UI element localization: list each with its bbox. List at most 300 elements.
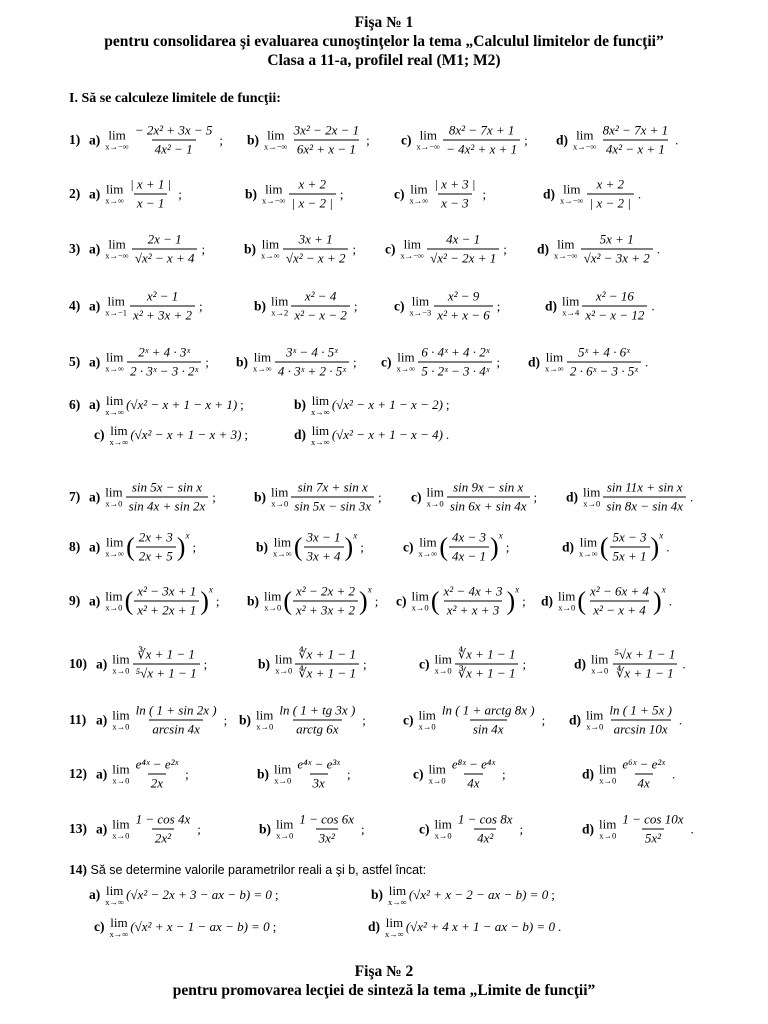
denominator: x² − x − 12 xyxy=(582,306,647,323)
exercise-number: 4) xyxy=(69,298,81,313)
limit-word: lim xyxy=(105,882,124,898)
limit-operator xyxy=(105,183,124,206)
limit-expression: (√x² − x + 1 − x + 3) xyxy=(130,427,242,442)
fraction xyxy=(427,233,499,266)
fraction xyxy=(431,178,478,211)
punctuation: ; xyxy=(201,241,206,256)
limit-operator xyxy=(256,709,273,732)
exercise-item xyxy=(403,704,545,737)
exercise-item xyxy=(96,813,201,846)
fraction xyxy=(606,704,675,737)
limit-word: lim xyxy=(274,761,292,777)
punctuation: ; xyxy=(178,186,182,201)
fraction xyxy=(434,290,492,323)
limit-word: lim xyxy=(267,127,285,143)
punctuation: ; xyxy=(185,766,189,781)
exercise-item xyxy=(257,758,351,791)
item-label: d) xyxy=(545,298,558,313)
limit-word: lim xyxy=(586,707,604,723)
fraction xyxy=(587,585,652,618)
limit-word: lim xyxy=(428,761,446,777)
exercise-item xyxy=(89,585,220,618)
limit-operator xyxy=(586,709,603,732)
limit-expression: (√x² − x + 1 − x − 4) xyxy=(331,427,443,442)
limit-word: lim xyxy=(105,534,124,550)
numerator: 5x + 1 xyxy=(599,231,634,247)
limit-word: lim xyxy=(265,181,283,197)
fraction xyxy=(276,704,358,737)
limit-word: lim xyxy=(112,651,130,667)
open-paren: ( xyxy=(293,532,303,561)
fraction xyxy=(447,481,530,514)
limit-word: lim xyxy=(557,236,575,252)
numerator: 3ˣ − 4 · 5ˣ xyxy=(285,344,338,360)
denominator: | x − 2 | xyxy=(587,194,634,211)
open-paren: ( xyxy=(599,532,609,561)
limit-subscript: x→0 xyxy=(434,665,452,676)
fraction xyxy=(600,124,671,157)
numerator: 1 − cos 6x xyxy=(299,811,354,827)
limit-subscript: x→∞ xyxy=(105,195,125,206)
item-label: b) xyxy=(254,489,267,504)
numerator: 2x − 1 xyxy=(147,231,182,247)
exercise-number: 11) xyxy=(69,712,87,727)
limit-subscript: x→0 xyxy=(112,775,130,786)
limit-operator xyxy=(545,351,564,374)
limit-operator xyxy=(253,351,272,374)
fraction xyxy=(587,178,634,211)
fraction xyxy=(127,178,174,211)
limit-operator xyxy=(554,238,578,261)
limit-subscript: x→−∞ xyxy=(262,195,286,206)
denominator: | x − 2 | xyxy=(289,194,336,211)
denominator: √x² − x + 4 xyxy=(132,249,198,266)
exercise-item xyxy=(385,233,507,266)
denominator: 3x² xyxy=(316,829,338,846)
fraction xyxy=(130,290,195,323)
denominator: x² + 3x + 2 xyxy=(293,601,358,618)
punctuation: ; xyxy=(503,241,507,256)
punctuation: ; xyxy=(366,132,370,147)
item-label: d) xyxy=(543,186,556,201)
punctuation: ; xyxy=(445,397,450,412)
limit-word: lim xyxy=(434,651,452,667)
exercise-item xyxy=(582,813,694,846)
exercise-item xyxy=(245,178,343,211)
denominator: arcsin 4x xyxy=(149,720,203,737)
punctuation: . xyxy=(445,427,450,442)
item-label: b) xyxy=(247,132,260,147)
exercise-item xyxy=(566,481,693,514)
exercise-item xyxy=(259,813,365,846)
exponent: x xyxy=(208,584,213,595)
item-label: d) xyxy=(582,766,595,781)
fraction xyxy=(291,481,374,514)
exercise-row xyxy=(0,420,768,450)
limit-word: lim xyxy=(388,882,407,898)
limit-subscript: x→4 xyxy=(562,307,580,318)
exercise-item xyxy=(537,233,660,266)
exercise-item xyxy=(96,704,227,737)
fraction xyxy=(455,648,519,681)
item-label: d) xyxy=(582,821,595,836)
exercise-item xyxy=(89,346,209,379)
exercise-number: 2) xyxy=(69,186,81,201)
exercise-item xyxy=(582,758,675,791)
numerator: ∛x + 1 − 1 xyxy=(137,646,195,662)
exercise-item xyxy=(562,531,669,564)
limit-word: lim xyxy=(105,588,123,604)
exercise-number: 3) xyxy=(69,241,81,256)
fraction xyxy=(449,758,498,791)
numerator: 4x − 3 xyxy=(451,529,487,545)
limit-word: lim xyxy=(271,293,289,309)
limit-operator xyxy=(401,238,425,261)
limit-expression: (√x² + x − 2 − ax − b) = 0 xyxy=(408,887,549,902)
punctuation: ; xyxy=(362,712,366,727)
numerator: ln ( 1 + sin 2x ) xyxy=(135,702,217,718)
numerator: x² − 16 xyxy=(595,288,634,304)
punctuation: ; xyxy=(197,821,201,836)
item-label: d) xyxy=(541,593,554,608)
problem-14-text xyxy=(69,862,426,878)
numerator: e⁸ˣ − e⁴ˣ xyxy=(451,756,496,772)
limit-subscript: x→∞ xyxy=(388,896,407,907)
fraction xyxy=(291,124,362,157)
limit-subscript: x→∞ xyxy=(105,896,125,907)
punctuation: ; xyxy=(522,593,526,608)
punctuation: . xyxy=(690,821,694,836)
item-label: b) xyxy=(371,887,384,902)
exercise-item xyxy=(419,648,526,681)
fraction xyxy=(603,481,686,514)
limit-word: lim xyxy=(563,181,581,197)
exercise-item xyxy=(541,585,672,618)
item-label: a) xyxy=(96,821,108,836)
limit-subscript: x→∞ xyxy=(253,363,272,374)
limit-operator xyxy=(435,818,452,841)
exercise-item xyxy=(419,813,523,846)
exercise-item xyxy=(294,394,450,417)
exercise-item xyxy=(543,178,641,211)
fraction xyxy=(133,648,200,681)
exponent: x xyxy=(353,530,358,541)
limit-word: lim xyxy=(105,484,123,500)
problem-14-number: 14) xyxy=(69,862,87,877)
limit-operator xyxy=(311,394,330,417)
denominator: 4x² − 1 xyxy=(152,140,196,157)
numerator: | x + 1 | xyxy=(130,176,172,192)
limit-operator xyxy=(276,818,293,841)
limit-subscript: x→2 xyxy=(271,307,289,318)
denominator: x² − x − 2 xyxy=(291,306,349,323)
limit-subscript: x→∞ xyxy=(105,363,125,374)
exercise-item xyxy=(89,481,216,514)
item-label: b) xyxy=(245,186,258,201)
sheet-subtitle: pentru consolidarea şi evaluarea cunoştinţelor la tema „Calculul limitelor de funcţii” xyxy=(104,33,664,50)
limit-word: lim xyxy=(545,349,564,365)
item-label: c) xyxy=(394,298,405,313)
limit-operator xyxy=(273,536,292,559)
limit-operator xyxy=(429,763,446,786)
limit-subscript: x→0 xyxy=(426,498,444,509)
exercise-row xyxy=(0,751,768,797)
item-label: a) xyxy=(89,354,101,369)
fraction xyxy=(443,124,520,157)
limit-word: lim xyxy=(562,293,580,309)
punctuation: . xyxy=(668,593,672,608)
limit-operator xyxy=(591,653,608,676)
denominator: sin 4x xyxy=(470,720,507,737)
denominator: 2x xyxy=(148,774,166,791)
exponent: x xyxy=(367,584,372,595)
close-paren: ) xyxy=(176,532,186,561)
punctuation: ; xyxy=(496,298,501,313)
numerator: 3x + 1 xyxy=(298,231,333,247)
problem-14-statement: Să se determine valorile parametrilor reali a şi b, astfel încat: xyxy=(90,863,427,877)
limit-subscript: x→0 xyxy=(418,721,436,732)
item-label: d) xyxy=(294,427,307,442)
limit-subscript: x→0 xyxy=(274,775,292,786)
fraction xyxy=(127,346,201,379)
item-label: d) xyxy=(566,489,579,504)
exercise-row xyxy=(0,578,768,624)
numerator: 1 − cos 4x xyxy=(135,811,191,827)
item-label: a) xyxy=(89,186,101,201)
limit-operator xyxy=(262,183,286,206)
exercise-item xyxy=(411,481,537,514)
limit-subscript: x→∞ xyxy=(396,363,416,374)
limit-expression: (√x² + x − 1 − ax − b) = 0 xyxy=(130,919,270,934)
limit-word: lim xyxy=(599,816,617,832)
limit-expression: (√x² − x + 1 − x + 1) xyxy=(126,397,238,412)
item-label: a) xyxy=(89,593,101,608)
limit-subscript: x→∞ xyxy=(311,436,330,447)
limit-subscript: x→0 xyxy=(558,602,576,613)
fraction xyxy=(136,531,176,564)
item-label: c) xyxy=(411,489,422,504)
item-label: b) xyxy=(257,766,270,781)
numerator: ln ( 1 + tg 3x ) xyxy=(279,702,356,718)
exercise-number: 6) xyxy=(69,397,81,412)
denominator: 2x + 5 xyxy=(136,547,176,564)
fraction xyxy=(582,290,647,323)
exercise-item xyxy=(89,233,205,266)
fraction xyxy=(291,290,349,323)
exercise-row xyxy=(0,171,768,217)
item-label: c) xyxy=(396,593,407,608)
close-paren: ) xyxy=(359,586,368,615)
punctuation: ; xyxy=(339,186,344,201)
limit-word: lim xyxy=(256,707,274,723)
limit-word: lim xyxy=(434,816,452,832)
denominator: 3x xyxy=(310,774,328,791)
exercise-item xyxy=(569,704,682,737)
punctuation: ; xyxy=(519,821,524,836)
item-label: b) xyxy=(294,397,307,412)
denominator: ∛x + 1 − 1 xyxy=(455,664,519,681)
limit-expression: (√x² − 2x + 3 − ax − b) = 0 xyxy=(126,887,272,902)
limit-operator xyxy=(412,590,429,613)
exercise-item xyxy=(89,290,203,323)
close-paren: ) xyxy=(200,586,209,615)
open-paren: ( xyxy=(126,532,135,561)
numerator: x² − 4x + 3 xyxy=(443,583,503,599)
limit-subscript: x→∞ xyxy=(109,928,129,939)
denominator: − 4x² + x + 1 xyxy=(443,140,520,157)
limit-operator xyxy=(105,295,127,318)
exercise-item xyxy=(89,394,244,417)
limit-operator xyxy=(419,709,436,732)
limit-word: lim xyxy=(108,127,126,143)
fraction xyxy=(289,178,336,211)
limit-operator xyxy=(427,486,444,509)
limit-operator xyxy=(275,653,292,676)
limit-operator xyxy=(573,129,597,152)
punctuation: ; xyxy=(533,489,538,504)
exercise-item xyxy=(394,178,486,211)
close-paren: ) xyxy=(506,586,516,615)
denominator: x² + 3x + 2 xyxy=(130,306,195,323)
limit-word: lim xyxy=(261,236,280,252)
punctuation: ; xyxy=(496,354,501,369)
limit-subscript: x→0 xyxy=(275,665,293,676)
exercise-number: 10) xyxy=(69,656,87,671)
fraction xyxy=(455,813,516,846)
limit-word: lim xyxy=(110,422,128,438)
limit-operator xyxy=(311,424,330,447)
denominator: 2 · 3ˣ − 3 · 2ˣ xyxy=(127,362,201,379)
punctuation: ; xyxy=(223,712,228,727)
item-label: d) xyxy=(528,354,541,369)
exercise-row xyxy=(0,117,768,163)
limit-word: lim xyxy=(275,651,293,667)
numerator: ln ( 1 + arctg 8x ) xyxy=(441,702,535,718)
exercise-item xyxy=(396,585,526,618)
limit-word: lim xyxy=(276,816,294,832)
open-paren: ( xyxy=(439,532,448,561)
limit-operator xyxy=(388,884,407,907)
punctuation: . xyxy=(682,656,686,671)
numerator: sin 11x + sin x xyxy=(606,479,683,495)
punctuation: ; xyxy=(360,539,364,554)
limit-subscript: x→0 xyxy=(411,602,429,613)
limit-operator xyxy=(599,763,616,786)
punctuation: ; xyxy=(378,489,382,504)
denominator: √x² − 2x + 1 xyxy=(427,249,499,266)
punctuation: ; xyxy=(205,354,209,369)
numerator: e⁴ˣ − e³ˣ xyxy=(297,756,340,772)
numerator: ln ( 1 + 5x ) xyxy=(609,702,672,718)
denominator: sin 8x − sin 4x xyxy=(603,497,686,514)
limit-subscript: x→−3 xyxy=(409,307,432,318)
limit-subscript: x→0 xyxy=(434,830,452,841)
item-label: b) xyxy=(239,712,252,727)
punctuation: ; xyxy=(215,593,220,608)
item-label: b) xyxy=(256,539,269,554)
limit-subscript: x→0 xyxy=(583,498,601,509)
exercise-number: 13) xyxy=(69,821,87,836)
exercise-row xyxy=(0,641,768,687)
exercise-item xyxy=(394,290,500,323)
numerator: 2ˣ + 4 · 3ˣ xyxy=(138,344,191,360)
fraction xyxy=(133,813,194,846)
punctuation: ; xyxy=(272,919,277,934)
numerator: 1 − cos 10x xyxy=(622,811,684,827)
exercise-item xyxy=(556,124,678,157)
fraction xyxy=(283,233,349,266)
limit-operator xyxy=(112,709,129,732)
punctuation: . xyxy=(637,186,642,201)
punctuation: ; xyxy=(346,766,351,781)
exercise-item xyxy=(96,758,189,791)
denominator: 4x² xyxy=(474,829,496,846)
close-paren: ) xyxy=(653,586,662,615)
item-label: c) xyxy=(401,132,412,147)
open-paren: ( xyxy=(577,586,587,615)
numerator: 2x + 3 xyxy=(138,529,173,545)
fraction xyxy=(610,531,650,564)
exercise-item xyxy=(247,585,378,618)
limit-operator xyxy=(410,295,432,318)
item-label: a) xyxy=(96,656,108,671)
punctuation: . xyxy=(675,132,679,147)
limit-subscript: x→−1 xyxy=(105,307,128,318)
limit-subscript: x→0 xyxy=(112,665,130,676)
limit-subscript: x→∞ xyxy=(273,548,292,559)
limit-operator xyxy=(105,238,129,261)
item-label: c) xyxy=(419,656,430,671)
limit-operator xyxy=(385,916,404,939)
exponent: x xyxy=(661,584,666,595)
limit-word: lim xyxy=(558,588,576,604)
item-label: a) xyxy=(89,489,101,504)
limit-operator xyxy=(419,536,438,559)
denominator: 6x² + x − 1 xyxy=(294,140,359,157)
exercise-number: 8) xyxy=(69,539,81,554)
limit-subscript: x→−∞ xyxy=(264,141,288,152)
exercise-item xyxy=(254,290,357,323)
item-label: c) xyxy=(403,539,414,554)
limit-word: lim xyxy=(311,422,330,438)
limit-subscript: x→∞ xyxy=(109,436,129,447)
punctuation: ; xyxy=(502,766,506,781)
limit-subscript: x→0 xyxy=(105,498,123,509)
limit-operator xyxy=(579,536,598,559)
item-label: c) xyxy=(413,766,424,781)
limit-operator xyxy=(105,351,124,374)
limit-word: lim xyxy=(112,816,130,832)
punctuation: ; xyxy=(522,656,527,671)
punctuation: ; xyxy=(199,298,203,313)
sheet-grade: Clasa a 11-a, profilel real (M1; M2) xyxy=(267,52,501,69)
item-label: b) xyxy=(259,821,272,836)
exercise-row xyxy=(0,339,768,385)
exercise-row xyxy=(0,806,768,852)
punctuation: . xyxy=(678,712,683,727)
item-label: d) xyxy=(537,241,550,256)
item-label: a) xyxy=(89,397,101,412)
fraction xyxy=(619,758,668,791)
denominator: x² + x − 6 xyxy=(434,306,492,323)
limit-word: lim xyxy=(418,707,436,723)
fraction xyxy=(294,758,343,791)
limit-operator xyxy=(274,763,291,786)
limit-word: lim xyxy=(579,534,598,550)
limit-word: lim xyxy=(105,392,124,408)
punctuation: ; xyxy=(505,539,510,554)
limit-operator xyxy=(112,653,129,676)
